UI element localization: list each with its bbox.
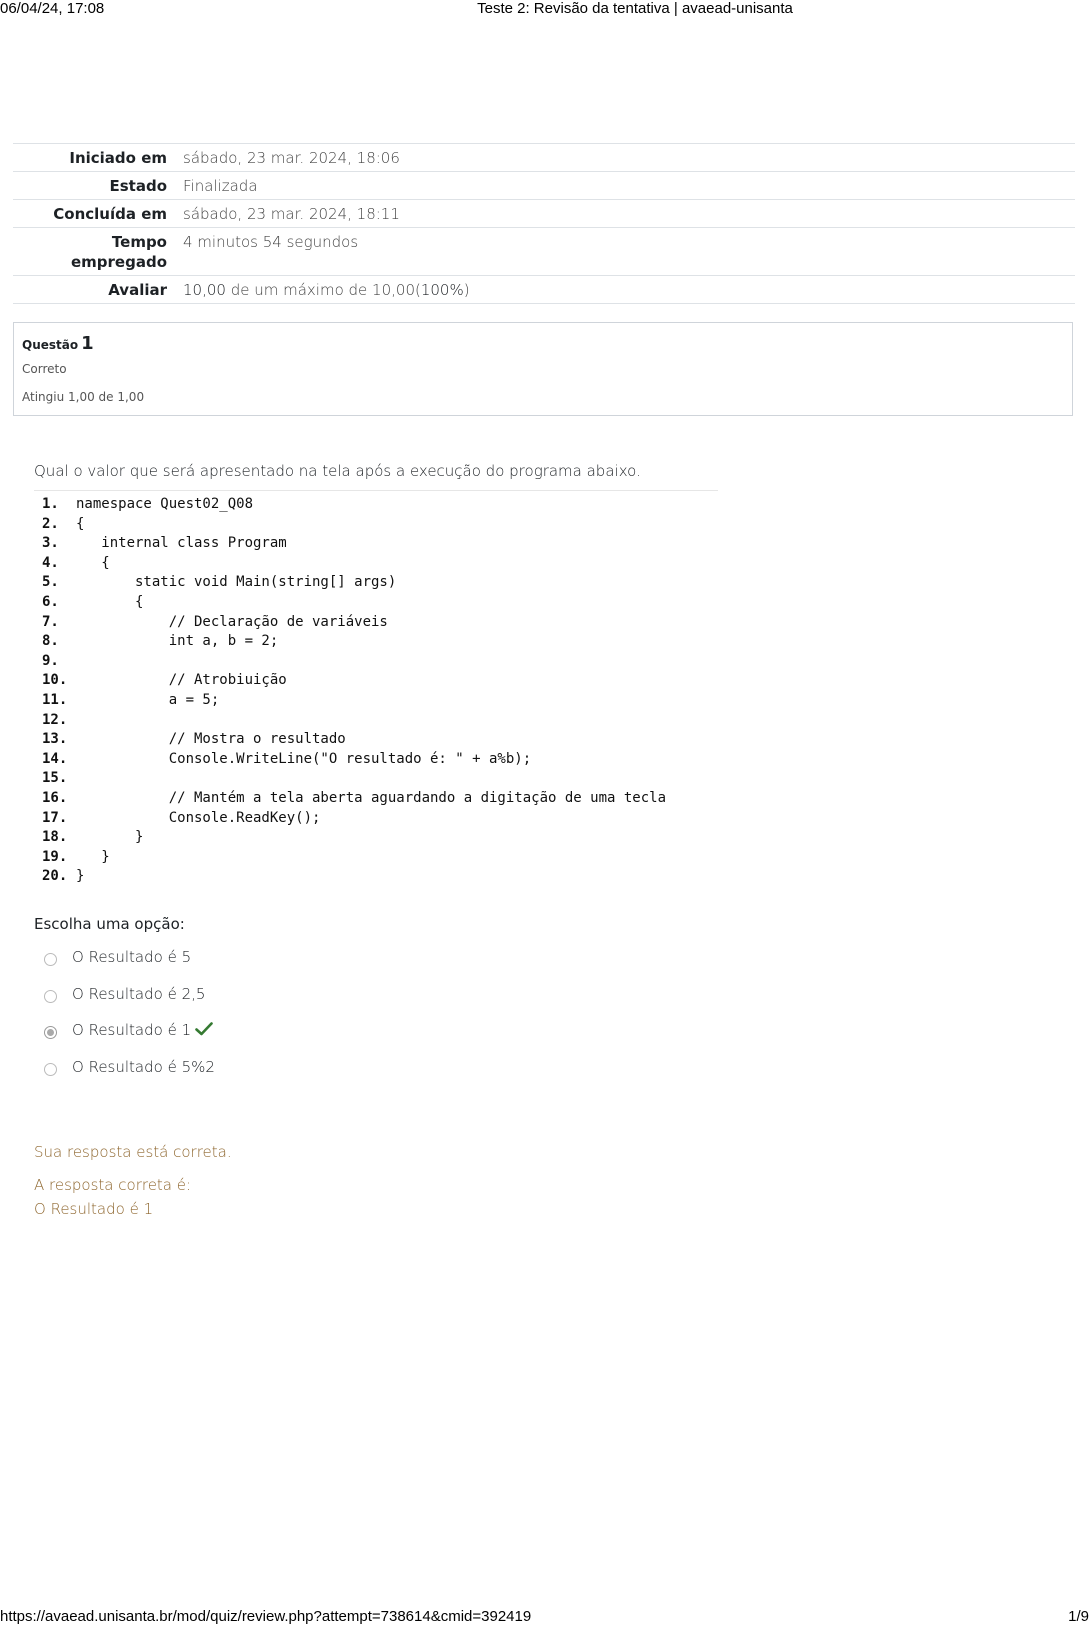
code-line-number: 3. — [42, 535, 59, 552]
code-line-number: 6. — [42, 593, 59, 610]
code-line-number: 16. — [42, 789, 68, 806]
code-line-text: a = 5; — [76, 691, 220, 708]
grade-percent: 100% — [420, 281, 464, 299]
feedback-correct-answer: O Resultado é 1 — [34, 1200, 154, 1218]
answer-option-label: O Resultado é 5 — [72, 948, 192, 966]
code-line — [34, 769, 718, 789]
code-line-number: 15. — [42, 770, 68, 787]
question-label: Questão — [22, 338, 79, 352]
grade-middle: de um máximo de 10,00( — [225, 281, 421, 299]
summary-label: Iniciado em — [13, 144, 175, 172]
radio-button[interactable] — [44, 953, 57, 966]
code-line-text: static void Main(string[] args) — [76, 574, 397, 591]
summary-value: 4 minutos 54 segundos — [175, 228, 1075, 276]
code-line — [34, 711, 718, 731]
summary-value: sábado, 23 mar. 2024, 18:11 — [175, 200, 1075, 228]
code-line-number: 13. — [42, 731, 68, 748]
summary-row-started — [13, 144, 1075, 172]
answer-option-label: O Resultado é 1 — [72, 1021, 192, 1039]
radio-button[interactable] — [44, 990, 57, 1003]
code-line — [34, 632, 718, 652]
code-line — [34, 789, 718, 809]
code-line — [34, 671, 718, 691]
code-line — [34, 652, 718, 672]
summary-row-completed — [13, 200, 1075, 228]
code-line-number: 8. — [42, 633, 59, 650]
code-line-number: 20. — [42, 868, 68, 885]
radio-button-checked[interactable] — [44, 1026, 57, 1039]
code-line-number: 2. — [42, 515, 59, 532]
code-line-number: 18. — [42, 829, 68, 846]
code-line — [34, 730, 718, 750]
grade-end: ) — [463, 281, 470, 299]
code-line-number: 5. — [42, 574, 59, 591]
print-url: https://avaead.unisanta.br/mod/quiz/review.php?attempt=738614&cmid=392419 — [0, 1608, 532, 1625]
code-line-text: Console.WriteLine("O resultado é: " + a%b); — [76, 750, 532, 767]
answer-option-label: O Resultado é 5%2 — [72, 1057, 215, 1076]
print-date: 06/04/24, 17:08 — [0, 0, 105, 17]
code-line-text: Console.ReadKey(); — [76, 809, 321, 826]
code-line-number: 14. — [42, 750, 68, 767]
summary-label-line2: empregado — [70, 253, 167, 271]
code-line-number: 12. — [42, 711, 68, 728]
code-image — [34, 490, 718, 886]
code-line — [34, 691, 718, 711]
code-line-text: internal class Program — [76, 535, 287, 552]
radio-button[interactable] — [44, 1063, 57, 1076]
code-line — [34, 534, 718, 554]
code-line — [34, 613, 718, 633]
summary-label: Avaliar — [13, 276, 175, 304]
code-line-text: int a, b = 2; — [76, 633, 279, 650]
question-text: Qual o valor que será apresentado na tela após a execução do programa abaixo. — [34, 462, 641, 480]
print-title: Teste 2: Revisão da tentativa | avaead-unisanta — [477, 0, 793, 17]
code-line-number: 1. — [42, 496, 59, 512]
code-line-number: 4. — [42, 554, 59, 571]
question-state: Correto — [22, 362, 67, 376]
answer-option[interactable] — [34, 947, 434, 984]
code-line — [34, 495, 718, 515]
question-number-value: 1 — [81, 333, 94, 354]
code-line-text: { — [76, 593, 144, 610]
code-line — [34, 554, 718, 574]
code-line-number: 7. — [42, 613, 59, 630]
summary-row-time-taken — [13, 228, 1075, 276]
code-line-text: } — [76, 848, 110, 865]
code-line-number: 19. — [42, 848, 68, 865]
code-line-number: 17. — [42, 809, 68, 826]
code-line-text: { — [76, 515, 85, 532]
summary-row-grade — [13, 276, 1075, 304]
code-line — [34, 809, 718, 829]
code-line-text: namespace Quest02_Q08 — [76, 496, 254, 512]
code-line-text: { — [76, 554, 110, 571]
summary-label: Estado — [13, 172, 175, 200]
check-icon — [195, 1022, 213, 1036]
summary-row-state — [13, 172, 1075, 200]
question-grade: Atingiu 1,00 de 1,00 — [22, 390, 145, 404]
attempt-summary-table — [13, 143, 1075, 304]
answer-option-label: O Resultado é 2,5 — [72, 984, 206, 1003]
answer-options — [34, 947, 434, 1093]
question-info-box — [13, 322, 1073, 416]
summary-label — [13, 228, 175, 276]
code-line — [34, 515, 718, 535]
question-number — [22, 333, 94, 354]
code-line — [34, 750, 718, 770]
summary-label-line1: Tempo — [111, 233, 167, 251]
summary-value — [175, 276, 1075, 304]
feedback-your-answer: Sua resposta está correta. — [34, 1143, 232, 1161]
code-line-text: // Declaração de variáveis — [76, 613, 388, 630]
code-line-text: } — [76, 868, 85, 885]
code-line-text: // Mostra o resultado — [76, 731, 346, 748]
code-line-number: 11. — [42, 691, 68, 708]
code-line — [34, 848, 718, 868]
print-header — [0, 0, 1089, 20]
code-line — [34, 867, 718, 887]
code-line-number: 10. — [42, 672, 68, 689]
code-line-number: 9. — [42, 652, 59, 669]
code-line-text: // Mantém a tela aberta aguardando a digitação de uma tecla — [76, 789, 667, 806]
answer-prompt: Escolha uma opção: — [34, 915, 185, 933]
feedback-correct-label: A resposta correta é: — [34, 1176, 192, 1194]
code-line — [34, 593, 718, 613]
code-line — [34, 828, 718, 848]
code-line-text: } — [76, 829, 144, 846]
summary-label: Concluída em — [13, 200, 175, 228]
print-page-number: 1/9 — [1068, 1608, 1089, 1625]
answer-option[interactable] — [34, 1057, 434, 1094]
answer-option[interactable] — [34, 1020, 434, 1057]
grade-score: 10,00 — [183, 281, 226, 299]
code-line-text: // Atrobiuição — [76, 672, 287, 689]
answer-option[interactable] — [34, 984, 434, 1021]
summary-value: sábado, 23 mar. 2024, 18:06 — [175, 144, 1075, 172]
code-line — [34, 573, 718, 593]
answer-option-label-wrap — [72, 1021, 213, 1039]
summary-value: Finalizada — [175, 172, 1075, 200]
